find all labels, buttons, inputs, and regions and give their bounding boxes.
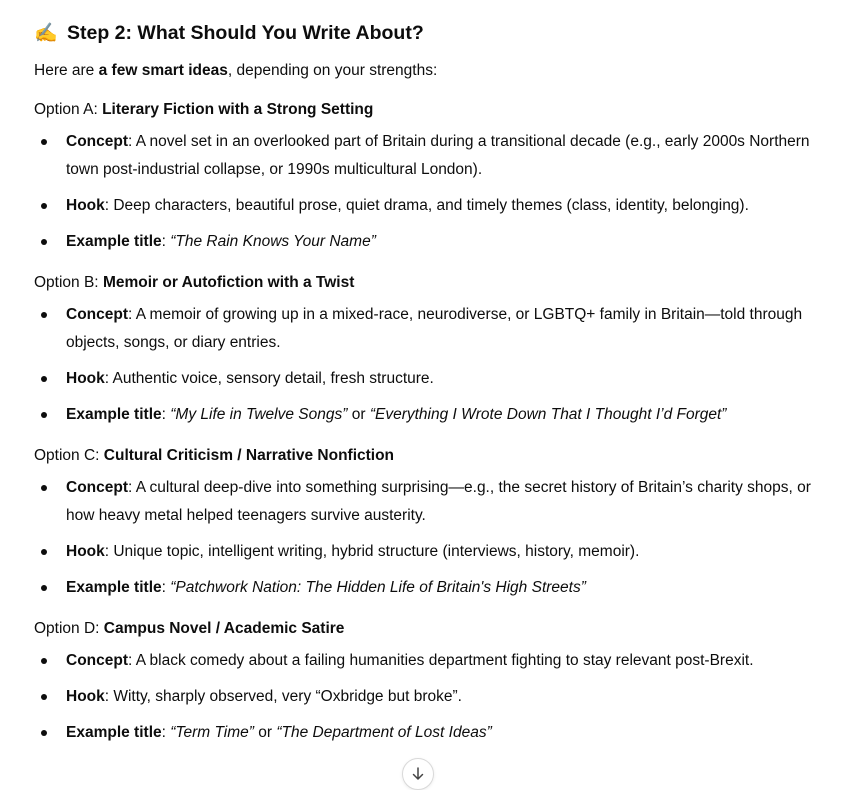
bullet-dot-icon	[41, 139, 47, 145]
example-title-1: “Term Time”	[170, 724, 254, 741]
option-heading	[34, 444, 824, 468]
example-label: Example title	[66, 233, 162, 250]
list-item	[34, 647, 824, 675]
example-title-1: “My Life in Twelve Songs”	[170, 406, 348, 423]
concept-label: Concept	[66, 479, 128, 496]
hook-label: Hook	[66, 197, 105, 214]
option-bullet-list	[34, 301, 824, 429]
intro-text-before: Here are	[34, 62, 99, 79]
list-item	[34, 538, 824, 566]
hook-text: : Authentic voice, sensory detail, fresh structure.	[104, 370, 434, 387]
option-c	[34, 444, 824, 602]
bullet-dot-icon	[41, 376, 47, 382]
step-heading	[34, 18, 824, 48]
concept-text: : A cultural deep-dive into something surprising—e.g., the secret history of Britain’s charity shops, or how heavy metal helped teenagers survive austerity.	[66, 479, 811, 524]
hook-label: Hook	[66, 543, 105, 560]
list-item	[34, 301, 824, 357]
list-item	[34, 719, 824, 747]
example-label: Example title	[66, 579, 162, 596]
option-heading	[34, 271, 824, 295]
example-title-2: “The Department of Lost Ideas”	[276, 724, 492, 741]
bullet-dot-icon	[41, 412, 47, 418]
concept-text: : A memoir of growing up in a mixed-race, neurodiverse, or LGBTQ+ family in Britain—told through objects, songs, or diary entries.	[66, 306, 803, 351]
option-a	[34, 98, 824, 256]
option-title: Memoir or Autofiction with a Twist	[102, 274, 355, 291]
bullet-dot-icon	[41, 485, 47, 491]
writing-hand-icon: ✍️	[34, 23, 58, 44]
option-heading	[34, 98, 824, 122]
bullet-dot-icon	[41, 203, 47, 209]
list-item	[34, 683, 824, 711]
hook-text: : Deep characters, beautiful prose, quiet drama, and timely themes (class, identity, belonging).	[104, 197, 749, 214]
concept-label: Concept	[66, 652, 128, 669]
option-bullet-list	[34, 474, 824, 602]
concept-label: Concept	[66, 306, 128, 323]
concept-label: Concept	[66, 133, 128, 150]
bullet-dot-icon	[41, 239, 47, 245]
example-title-1: “The Rain Knows Your Name”	[170, 233, 376, 250]
list-item	[34, 365, 824, 393]
step-heading-title: Step 2: What Should You Write About?	[67, 21, 424, 44]
option-prefix: Option D:	[34, 620, 104, 637]
hook-text: : Witty, sharply observed, very “Oxbridge but broke”.	[104, 688, 462, 705]
intro-text-after: , depending on your strengths:	[227, 62, 438, 79]
option-prefix: Option B:	[34, 274, 103, 291]
concept-text: : A black comedy about a failing humanities department fighting to stay relevant post-Brexit.	[128, 652, 754, 669]
hook-label: Hook	[66, 688, 105, 705]
option-title: Literary Fiction with a Strong Setting	[102, 101, 374, 118]
hook-text: : Unique topic, intelligent writing, hybrid structure (interviews, history, memoir).	[104, 543, 640, 560]
chat-message-content	[34, 18, 824, 747]
hook-label: Hook	[66, 370, 105, 387]
bullet-dot-icon	[41, 312, 47, 318]
list-item	[34, 228, 824, 256]
intro-paragraph	[34, 59, 824, 83]
option-prefix: Option A:	[34, 101, 103, 118]
list-item	[34, 192, 824, 220]
option-title: Campus Novel / Academic Satire	[103, 620, 345, 637]
arrow-down-icon	[411, 767, 425, 781]
example-separator: :	[161, 406, 171, 423]
example-separator: :	[161, 233, 171, 250]
list-item	[34, 474, 824, 530]
bullet-dot-icon	[41, 585, 47, 591]
bullet-dot-icon	[41, 549, 47, 555]
list-item	[34, 574, 824, 602]
example-label: Example title	[66, 406, 162, 423]
scroll-to-bottom-button[interactable]	[402, 758, 434, 790]
example-label: Example title	[66, 724, 162, 741]
bullet-dot-icon	[41, 694, 47, 700]
option-heading	[34, 617, 824, 641]
intro-text-bold: a few smart ideas	[98, 62, 228, 79]
example-title-2: “Everything I Wrote Down That I Thought I’d Forget”	[369, 406, 727, 423]
example-or: or	[347, 406, 370, 423]
concept-text: : A novel set in an overlooked part of Britain during a transitional decade (e.g., early 2000s Northern town post-industrial collapse, or 1990s multicultural London).	[66, 133, 810, 178]
example-separator: :	[161, 579, 171, 596]
option-prefix: Option C:	[34, 447, 104, 464]
list-item	[34, 128, 824, 184]
list-item	[34, 401, 824, 429]
bullet-dot-icon	[41, 730, 47, 736]
option-b	[34, 271, 824, 429]
option-d	[34, 617, 824, 747]
example-or: or	[253, 724, 277, 741]
bullet-dot-icon	[41, 658, 47, 664]
option-bullet-list	[34, 128, 824, 256]
option-title: Cultural Criticism / Narrative Nonfiction	[103, 447, 395, 464]
example-separator: :	[161, 724, 171, 741]
option-bullet-list	[34, 647, 824, 747]
example-title-1: “Patchwork Nation: The Hidden Life of Britain's High Streets”	[170, 579, 586, 596]
